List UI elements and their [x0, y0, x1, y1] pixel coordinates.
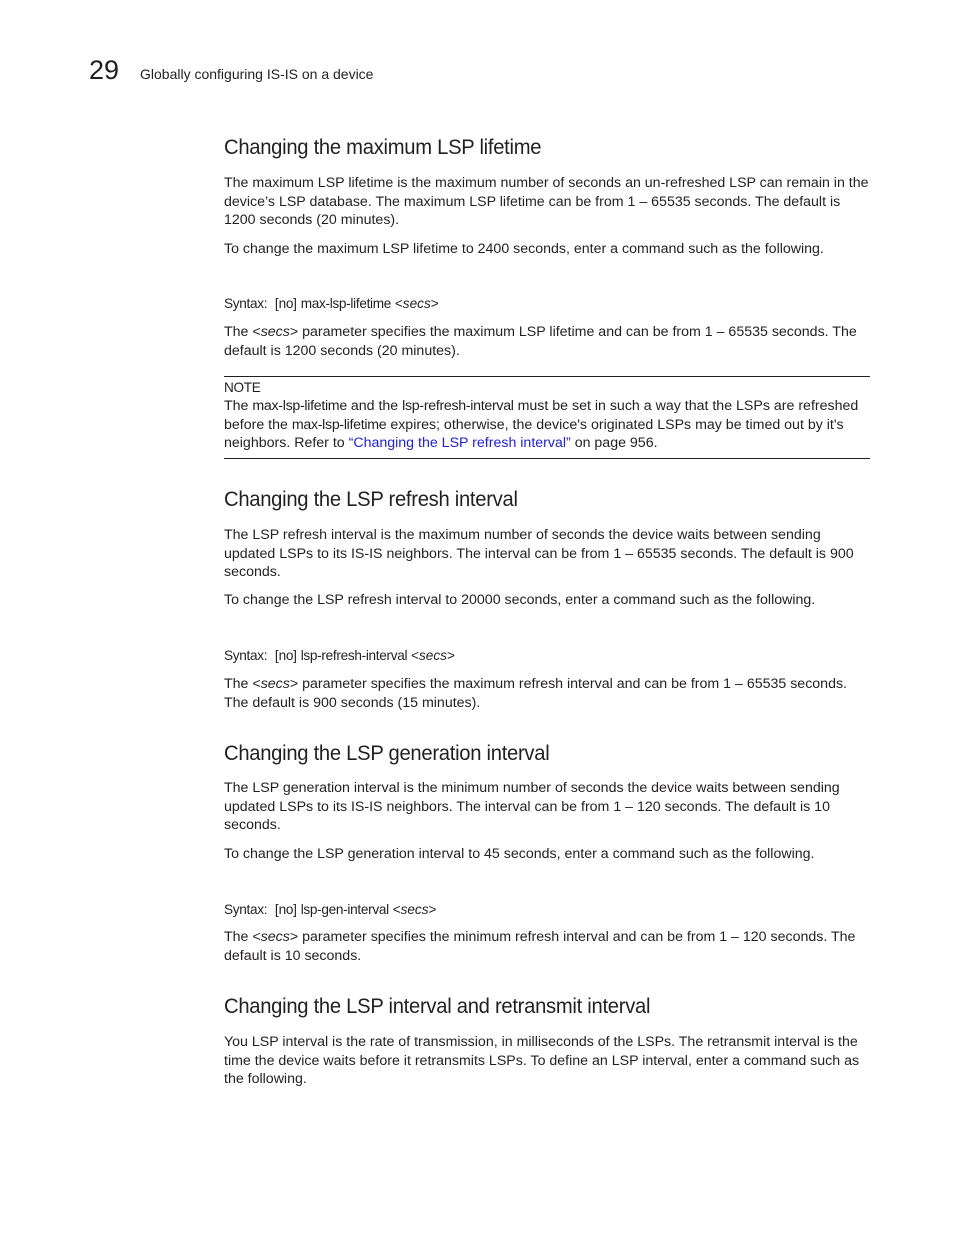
- chapter-title: Globally configuring IS-IS on a device: [140, 66, 374, 82]
- param-text-post: > parameter specifies the minimum refresh interval and can be from 1 – 120 seconds. The default is 10 seconds.: [224, 929, 856, 964]
- param-text-post: > parameter specifies the maximum refresh interval and can be from 1 – 65535 seconds. The default is 900 seconds (15 minutes).: [224, 676, 848, 711]
- syntax-command: max-lsp-lifetime: [300, 296, 392, 311]
- param-text-pre: The <: [224, 676, 261, 692]
- note-command-max-lsp-lifetime-2: max-lsp-lifetime: [291, 416, 387, 433]
- note-text-part: and the: [346, 398, 403, 414]
- param-arg: secs: [260, 676, 290, 692]
- note-title: NOTE: [224, 380, 261, 395]
- syntax-lsp-gen-interval: [224, 901, 870, 920]
- heading-max-lsp-lifetime: Changing the maximum LSP lifetime: [224, 135, 542, 159]
- syntax-no-keyword: no: [278, 296, 294, 311]
- syntax-label: Syntax:: [224, 902, 268, 917]
- link-lsp-refresh-interval[interactable]: “Changing the LSP refresh interval”: [348, 435, 571, 452]
- heading-lsp-refresh-interval: Changing the LSP refresh interval: [224, 487, 518, 511]
- param-text-post: > parameter specifies the maximum LSP lifetime and can be from 1 – 65535 seconds. The default is 1200 seconds (20 minutes).: [224, 324, 857, 359]
- paragraph-max-lifetime-intro: The maximum LSP lifetime is the maximum number of seconds an un-refreshed LSP can remain in the device’s LSP database. The maximum LSP lifetime can be from 1 – 65535 seconds. The default is 1200 seconds (20 minutes).: [224, 175, 869, 229]
- note-text-part: expires; otherwise, the device's originated LSPs may be timed out by it's neighbors. Refer to: [224, 416, 844, 452]
- syntax-arg-close: >: [430, 296, 439, 311]
- note-text-part: The: [224, 398, 253, 414]
- syntax-arg: secs: [418, 648, 447, 663]
- param-arg: secs: [260, 324, 290, 340]
- syntax-lsp-refresh-interval: [224, 647, 870, 666]
- heading-lsp-generation-interval: Changing the LSP generation interval: [224, 741, 550, 765]
- note-text: [224, 397, 870, 453]
- note-text-part: must be set in such a way that the LSPs are refreshed before the: [224, 398, 859, 433]
- syntax-max-lsp-lifetime: [224, 295, 870, 314]
- syntax-arg-open: <: [392, 902, 401, 917]
- syntax-arg: secs: [402, 296, 431, 311]
- syntax-label: Syntax:: [224, 648, 268, 663]
- syntax-no-keyword: no: [278, 902, 294, 917]
- paragraph-refresh-intro: The LSP refresh interval is the maximum number of seconds the device waits between sending updated LSPs to its IS-IS neighbors. The interval can be from 1 – 65535 seconds. The default is 900 seconds.: [224, 527, 854, 581]
- param-text-pre: The <: [224, 324, 261, 340]
- heading-lsp-retransmit-interval: Changing the LSP interval and retransmit interval: [224, 994, 651, 1018]
- paragraph-retransmit-intro: You LSP interval is the rate of transmission, in milliseconds of the LSPs. The retransmit interval is the time the device waits before it retransmits LSPs. To define an LSP interval, enter a command such as the following.: [224, 1034, 860, 1088]
- paragraph-generation-intro: The LSP generation interval is the minimum number of seconds the device waits between sending updated LSPs to its IS-IS neighbors. The interval can be from 1 – 120 seconds. The default is 10 seconds.: [224, 780, 840, 834]
- syntax-arg-close: >: [446, 648, 455, 663]
- chapter-number: 29: [89, 55, 120, 85]
- syntax-no-keyword: no: [278, 648, 294, 663]
- syntax-bracket-close: ]: [293, 648, 297, 663]
- paragraph-generation-param: [224, 928, 870, 965]
- syntax-bracket-open: [: [274, 296, 279, 311]
- note-command-max-lsp-lifetime: max-lsp-lifetime: [252, 398, 347, 414]
- syntax-command: lsp-refresh-interval: [300, 648, 408, 663]
- syntax-bracket-open: [: [274, 648, 279, 663]
- syntax-bracket-open: [: [274, 902, 279, 917]
- paragraph-refresh-param: [224, 675, 870, 712]
- paragraph-max-lifetime-example: To change the maximum LSP lifetime to 2400 seconds, enter a command such as the following.: [224, 241, 824, 257]
- paragraph-refresh-example: To change the LSP refresh interval to 20000 seconds, enter a command such as the following.: [224, 592, 816, 608]
- syntax-arg-close: >: [428, 902, 437, 917]
- param-text-pre: The <: [224, 929, 261, 945]
- note-box: [224, 376, 870, 459]
- syntax-label: Syntax:: [224, 296, 268, 311]
- syntax-bracket-close: ]: [293, 902, 297, 917]
- syntax-bracket-close: ]: [293, 296, 297, 311]
- note-text-part: on page 956.: [570, 435, 658, 452]
- paragraph-generation-example: To change the LSP generation interval to 45 seconds, enter a command such as the following.: [224, 846, 815, 862]
- param-arg: secs: [260, 929, 290, 945]
- note-command-lsp-refresh-interval: lsp-refresh-interval: [402, 398, 514, 414]
- syntax-arg-open: <: [394, 296, 403, 311]
- syntax-arg-open: <: [411, 648, 419, 663]
- syntax-command: lsp-gen-interval: [300, 902, 389, 917]
- syntax-arg: secs: [400, 902, 429, 917]
- paragraph-max-lifetime-param: [224, 323, 870, 360]
